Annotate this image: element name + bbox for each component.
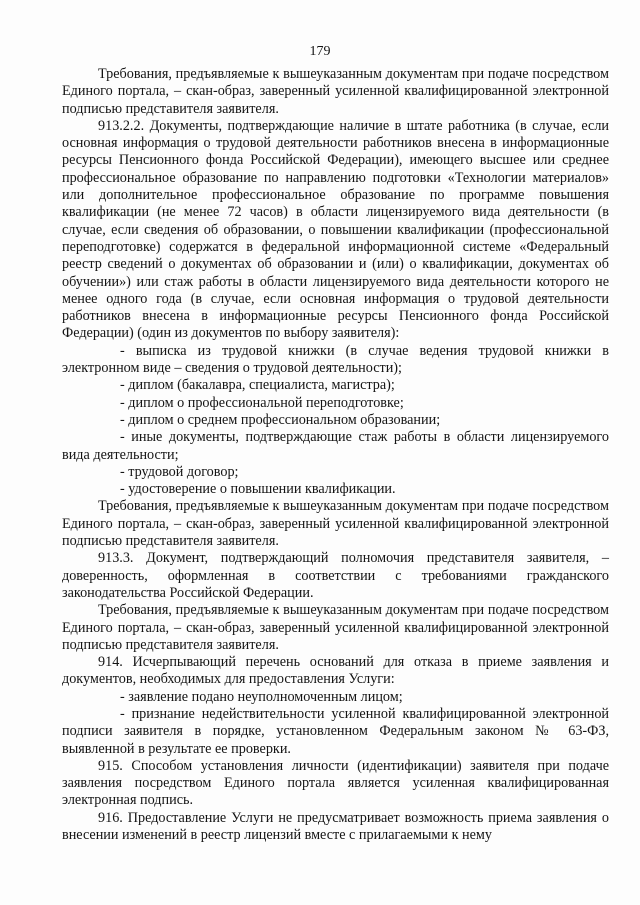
paragraph-913-2-2: 913.2.2. Документы, подтверждающие наличие в штате работника (в случае, если основная информация о трудовой деятельности работников внесена в информационные ресурсы Пенсионного фонда Российской Федерации), имеющего высшее или среднее профессиональное образование по направлению подготовки «Технологии материалов» или дополнительное профессиональное образование по программе повышения квалификации (не менее 72 часов) в области лицензируемого вида деятельности (в случае, если сведения об образовании, о повышении квалификации (профессиональной переподготовке) содержатся в федеральной информационной системе «Федеральный реестр сведений о документах об образовании и (или) о квалификации, документах об обучении») или стаж работы в области лицензируемого вида деятельности которого не менее одного года (в случае, если основная информация о трудовой деятельности работников внесена в информационные ресурсы Пенсионного фонда Российской Федерации) (один из документов по выбору заявителя): <box>62 117 609 342</box>
paragraph-requirements-3: Требования, предъявляемые к вышеуказанным документам при подаче посредством Единого портала, – скан-образ, заверенный усиленной квалифицированной электронной подписью представителя заявителя. <box>62 602 609 653</box>
paragraph-913-3: 913.3. Документ, подтверждающий полномочия представителя заявителя, – доверенность, оформленная в соответствии с требованиями гражданского законодательства Российской Федерации. <box>62 550 609 601</box>
list-item-qualification-certificate: - удостоверение о повышении квалификации. <box>120 481 396 498</box>
list-item-diploma-secondary: - диплом о среднем профессиональном образовании; <box>120 411 441 428</box>
paragraph-requirements-1: Требования, предъявляемые к вышеуказанным документам при подаче посредством Единого портала, – скан-образ, заверенный усиленной квалифицированной электронной подписью представителя заявителя. <box>62 66 609 117</box>
paragraph-requirements-2: Требования, предъявляемые к вышеуказанным документам при подаче посредством Единого портала, – скан-образ, заверенный усиленной квалифицированной электронной подписью представителя заявителя. <box>62 498 609 550</box>
list-item-work-book-extract: - выписка из трудовой книжки (в случае ведения трудовой книжки в электронном виде – сведения о трудовой деятельности); <box>62 342 609 377</box>
paragraph-915: 915. Способом установления личности (идентификации) заявителя при подаче заявления посредством Единого портала является усиленная квалифицированная электронная подпись. <box>62 757 609 809</box>
list-item-other-documents: - иные документы, подтверждающие стаж работы в области лицензируемого вида деятельности; <box>62 429 609 463</box>
list-item-unauthorized-person: - заявление подано неуполномоченным лицом; <box>120 688 403 705</box>
list-item-diploma-retraining: - диплом о профессиональной переподготовке; <box>120 394 404 411</box>
page-number: 179 <box>309 44 331 59</box>
list-item-diploma-higher: - диплом (бакалавра, специалиста, магистра); <box>120 377 395 394</box>
paragraph-916: 916. Предоставление Услуги не предусматривает возможность приема заявления о внесении изменений в реестр лицензий вместе с прилагаемыми к нему <box>62 809 609 844</box>
list-item-employment-contract: - трудовой договор; <box>120 463 239 480</box>
paragraph-914: 914. Исчерпывающий перечень оснований для отказа в приеме заявления и документов, необходимых для предоставления Услуги: <box>62 654 609 688</box>
list-item-invalid-signature: - признание недействительности усиленной квалифицированной электронной подписи заявителя в порядке, установленном Федеральным законом № 63-ФЗ, выявленной в результате ее проверки. <box>62 705 609 757</box>
document-body <box>62 66 609 844</box>
